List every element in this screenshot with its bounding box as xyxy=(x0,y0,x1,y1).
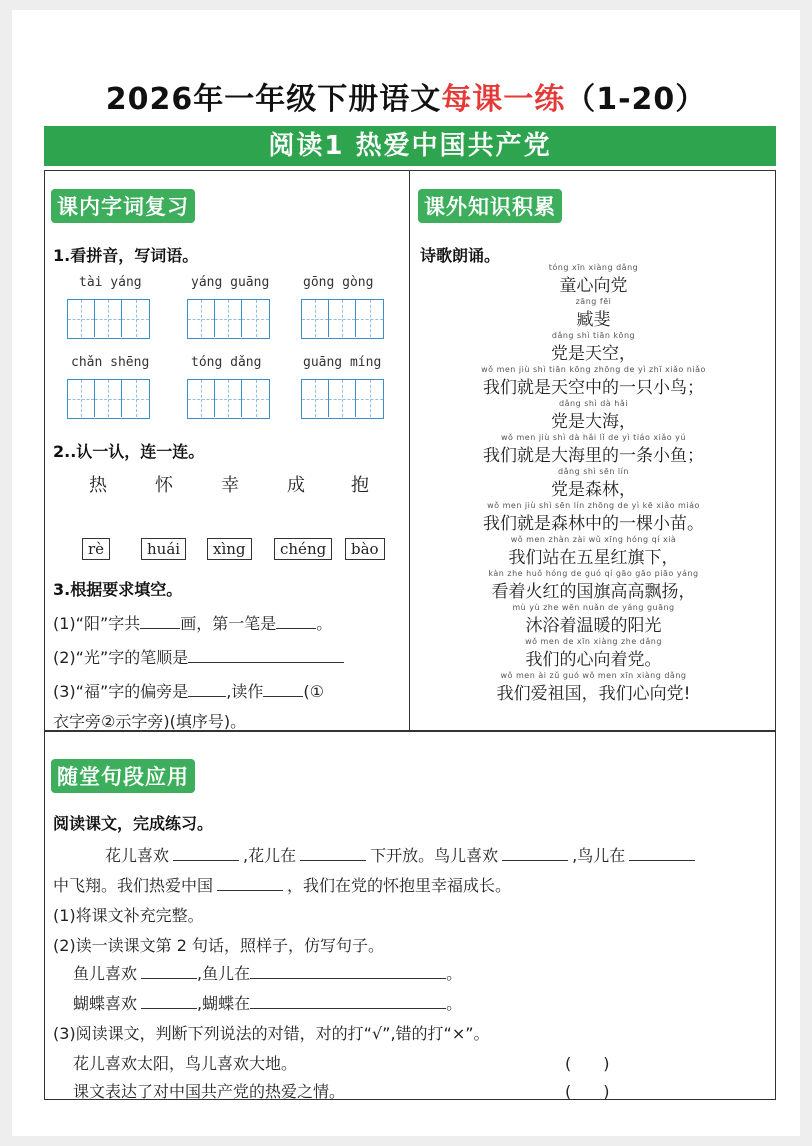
char-2: 怀 xyxy=(155,475,173,496)
poem-line-7: 我们站在五星红旗下， xyxy=(508,548,679,568)
pinyin-box-2[interactable]: huái xyxy=(141,538,186,560)
pinyin-5: tóng dǎng xyxy=(191,355,262,370)
blank-fish-likes[interactable] xyxy=(141,964,197,979)
judge-item-1: 花儿喜欢太阳，鸟儿喜欢大地。 xyxy=(73,1054,298,1073)
poem-line-4: 我们就是大海里的一条小鱼； xyxy=(483,446,704,466)
sub-question-2: (2)读一读课文第 2 句话，照样子，仿写句子。 xyxy=(53,936,385,955)
blank-passage-2[interactable] xyxy=(300,846,366,861)
blank-stroke-count[interactable] xyxy=(140,614,180,629)
poem-pinyin-3: dǎng shì tiān kōng xyxy=(551,331,636,340)
pinyin-3: gōng gòng xyxy=(303,275,374,290)
poem-pinyin-12: wǒ men de xīn xiàng zhe dǎng xyxy=(525,637,662,646)
poem-pinyin-4: wǒ men jiù shì tiān kōng zhōng de yì zhī xiǎo niǎo xyxy=(481,365,706,374)
question-2: 2..认一认，连一连。 xyxy=(53,442,205,461)
sub-question-1: (1)将课文补充完整。 xyxy=(53,906,204,925)
poem-pinyin-13: wǒ men ài zǔ guó wǒ men xīn xiàng dǎng xyxy=(500,671,687,680)
title-main: 2026年一年级下册语文 xyxy=(105,82,442,117)
char-1: 热 xyxy=(89,475,107,496)
poem-pinyin-9: wǒ men zhàn zài wǔ xīng hóng qí xià xyxy=(510,535,677,544)
blank-first-stroke[interactable] xyxy=(276,614,316,629)
poem-line-9: 沐浴着温暖的阳光 xyxy=(525,616,662,636)
section-tag-extra: 课外知识积累 xyxy=(418,189,562,223)
page-title xyxy=(12,74,800,118)
poem-pinyin-2: zāng fēi xyxy=(575,297,612,306)
blank-butterfly-likes[interactable] xyxy=(141,994,197,1009)
pinyin-box-1[interactable]: rè xyxy=(82,538,110,560)
fill-2: (2)“光”字的笔顺是 xyxy=(53,645,344,668)
section-tag-vocab: 课内字词复习 xyxy=(51,189,195,223)
worksheet-page xyxy=(12,10,800,1136)
passage-line-2: 中飞翔。我们热爱中国 ，我们在党的怀抱里幸福成长。 xyxy=(53,876,512,895)
poem-line-11: 我们爱祖国，我们心向党! xyxy=(496,684,691,704)
blank-stroke-order[interactable] xyxy=(188,648,344,663)
poem-line-1: 党是天空， xyxy=(551,344,636,364)
blank-butterfly-where[interactable] xyxy=(250,994,446,1009)
char-4: 成 xyxy=(287,475,305,496)
writing-grid-1[interactable] xyxy=(67,299,150,339)
writing-grid-3[interactable] xyxy=(301,299,384,339)
blank-passage-4[interactable] xyxy=(629,846,695,861)
poem-pinyin-6: wǒ men jiù shì dà hǎi lǐ de yì tiáo xiǎo yú xyxy=(501,433,686,442)
pinyin-6: guāng míng xyxy=(303,355,382,370)
poem-pinyin-10: kàn zhe huǒ hóng de guó qí gāo gāo piāo yáng xyxy=(488,569,699,578)
fill-3: (3)“福”字的偏旁是 ,读作 (① xyxy=(53,682,324,701)
fill-3-options: 衣字旁②示字旁)(填序号)。 xyxy=(53,712,247,731)
blank-passage-1[interactable] xyxy=(173,846,239,861)
poem-line-3: 党是大海， xyxy=(551,412,636,432)
title-range: （1-20） xyxy=(565,82,707,117)
blank-passage-5[interactable] xyxy=(217,876,283,891)
poem-pinyin-7: dǎng shì sēn lín xyxy=(558,467,629,476)
pinyin-1: tài yáng xyxy=(79,275,142,290)
poem-pinyin-11: mù yù zhe wēn nuǎn de yáng guāng xyxy=(512,603,675,612)
poem-author: 臧斐 xyxy=(576,310,611,330)
blank-reading[interactable] xyxy=(263,682,303,697)
char-3: 幸 xyxy=(221,475,239,496)
poem-line-8: 看着火红的国旗高高飘扬， xyxy=(491,582,696,602)
fill-1: (1)“阳”字共 画，第一笔是 。 xyxy=(53,614,333,633)
sentence-application-section xyxy=(44,730,776,1100)
poem-pinyin-5: dǎng shì dà hǎi xyxy=(559,399,628,408)
poem-line-10: 我们的心向着党。 xyxy=(525,650,662,670)
poem-line-6: 我们就是森林中的一棵小苗。 xyxy=(483,514,704,534)
judge-item-2: 课文表达了对中国共产党的热爱之情。 xyxy=(73,1082,346,1101)
writing-grid-2[interactable] xyxy=(187,299,270,339)
char-5: 抱 xyxy=(351,475,369,496)
imitate-line-2: 蝴蝶喜欢 ,蝴蝶在 。 xyxy=(73,994,463,1013)
poem-heading: 诗歌朗诵。 xyxy=(420,246,501,265)
poem-pinyin-1: tóng xīn xiàng dǎng xyxy=(548,263,639,272)
writing-grid-4[interactable] xyxy=(67,379,150,419)
question-3: 3.根据要求填空。 xyxy=(53,580,183,599)
passage-line-1: 花儿喜欢 ,花儿在 下开放。鸟儿喜欢 ,鸟儿在 xyxy=(105,843,695,866)
poem-title: 童心向党 xyxy=(559,276,628,296)
extracurricular-section xyxy=(409,170,776,732)
sub-question-3: (3)阅读课文，判断下列说法的对错，对的打“√”,错的打“×”。 xyxy=(53,1024,490,1043)
pinyin-box-3[interactable]: xìng xyxy=(207,538,252,560)
judge-answer-1[interactable]: ( ) xyxy=(565,1054,610,1073)
writing-grid-6[interactable] xyxy=(301,379,384,419)
pinyin-box-5[interactable]: bào xyxy=(345,538,385,560)
judge-answer-2[interactable]: ( ) xyxy=(565,1082,610,1101)
poem-line-2: 我们就是天空中的一只小鸟； xyxy=(483,378,704,398)
imitate-line-1: 鱼儿喜欢 ,鱼儿在 。 xyxy=(73,964,463,983)
blank-radical[interactable] xyxy=(188,682,226,697)
blank-fish-where[interactable] xyxy=(250,964,446,979)
pinyin-box-4[interactable]: chéng xyxy=(274,538,332,560)
pinyin-4: chǎn shēng xyxy=(71,355,150,370)
pinyin-2: yáng guāng xyxy=(191,275,270,290)
blank-passage-3[interactable] xyxy=(502,846,568,861)
question-1: 1.看拼音，写词语。 xyxy=(53,246,199,265)
vocab-review-section xyxy=(44,170,410,732)
poem-line-5: 党是森林， xyxy=(551,480,636,500)
lesson-banner: 阅读1 热爱中国共产党 xyxy=(44,126,776,166)
section-tag-sentence: 随堂句段应用 xyxy=(51,759,195,793)
title-highlight: 每课一练 xyxy=(441,82,566,117)
reading-heading: 阅读课文，完成练习。 xyxy=(53,814,214,833)
writing-grid-5[interactable] xyxy=(187,379,270,419)
poem-pinyin-8: wǒ men jiù shì sēn lín zhōng de yì kē xiǎo miáo xyxy=(487,501,700,510)
